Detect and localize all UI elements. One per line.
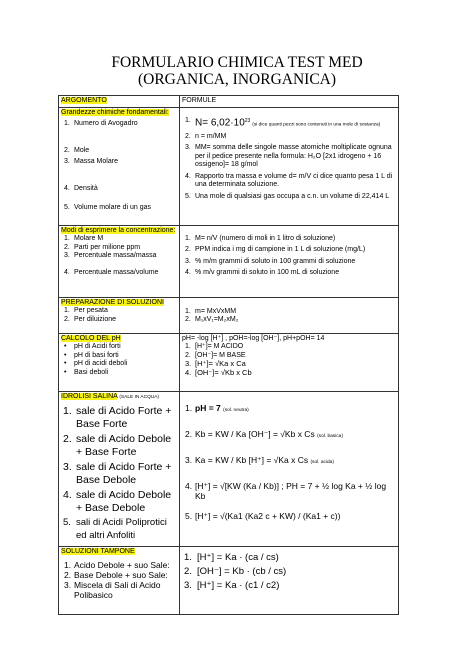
list-item: 1. Per pesata [64, 307, 108, 315]
sec3-title: PREPARAZIONE DI SOLUZIONI [61, 298, 164, 306]
list-item: 4. Percentuale massa/volume [64, 268, 159, 276]
list-item: 2. [OH⁻] = Kb · (cb / cs) [184, 566, 287, 578]
list-item: 2. sale di Acido Debole + Base Forte [63, 433, 172, 458]
list-item: 4. [H⁺] = √[KW (Ka / Kb)] ; PH = 7 + ½ log Ka + ½ log Kb [185, 480, 387, 501]
list-item: 3. MM= somma delle singole masse atomiche moltiplicate ognuna per il pedice presente nella formula: H₂O [2x1 idrogeno + 16 ossigeno]= 18 g/mol [185, 144, 392, 169]
list-item: • pH di acidi deboli [64, 360, 128, 368]
list-item: 3. [H⁺] = Ka · (c1 / c2) [184, 580, 280, 592]
sec5-topic: IDROLISI SALINA (SALE IN ACQUA) 1. sale di Acido Forte + Base Forte 2. sale di Acido Debole + Base Forte 3. sale di Acido Forte + Base Debole 4. sale di Acido Debole + Base Debole 5. sali di Acidi Poliprotici ed altri Anfoliti [59, 391, 180, 547]
sec2-formulas [180, 225, 399, 297]
list-item: • pH di basi forti [64, 351, 119, 359]
list-item: 1. m= MxVxMM [185, 307, 237, 315]
header-argomento: ARGOMENTO [59, 96, 180, 108]
list-item: 4. sale di Acido Debole + Base Debole [63, 489, 172, 514]
list-item: 1. Molare M [64, 235, 104, 243]
list-item: 3. Ka = KW / Kb [H⁺] = √Ka x Cs (sol. acida) [185, 454, 334, 465]
list-item: 3. sale di Acido Forte + Base Debole [63, 461, 172, 486]
sec2-title: Modi di esprimere la concentrazione: [61, 226, 176, 234]
page-title: FORMULARIO CHIMICA TEST MED [111, 54, 363, 71]
list-item: 4. % m/v grammi di soluto in 100 mL di soluzione [185, 269, 340, 277]
list-item: 1. Acido Debole + suo Sale: [64, 559, 170, 570]
list-item: 2. Base Debole + suo Sale: [64, 569, 168, 580]
ph-definition: pH= -log [H⁺] , pOH=-log [OH⁻], pH+pOH= 14 [182, 334, 325, 342]
sec6-title: SOLUZIONI TAMPONE [61, 548, 135, 556]
list-item: 1. M= n/V (numero di moli in 1 litro di soluzione) [185, 234, 336, 242]
list-item: 5. Una mole di qualsiasi gas occupa a c.n. un volume di 22,414 L [185, 193, 390, 201]
list-item: 3. Miscela di Sali di Acido Polibasico [64, 579, 161, 600]
header-formule: FORMULE [180, 96, 399, 108]
sec5-formulas [180, 391, 399, 547]
list-item: 3. [H⁺]= √Ka x Ca [185, 359, 246, 369]
list-item: 4. Rapporto tra massa e volume d= m/V ci dice quanto pesa 1 L di una determinata soluzione. [185, 172, 393, 189]
list-item: 5. Volume molare di un gas [64, 203, 152, 211]
sec4-formulas [180, 333, 399, 391]
sec3-topic [59, 297, 180, 333]
sec2-topic [59, 225, 180, 297]
list-item: 2. Mole [64, 146, 90, 154]
list-item: 2. Kb = KW / Ka [OH⁻] = √Kb x Cs (sol. basica) [185, 428, 343, 439]
sec4-title: CALCOLO DEL pH [61, 334, 121, 342]
list-item: 3. % m/m grammi di soluto in 100 grammi di soluzione [185, 257, 356, 265]
list-item: 1. sale di Acido Forte + Base Forte [63, 405, 172, 430]
sec6-formulas [180, 547, 399, 615]
list-item: 2. n = m/MM [185, 132, 227, 140]
list-item: 1. Numero di Avogadro [64, 120, 138, 128]
sec1-formulas [180, 107, 399, 225]
list-item: 4. Densità [64, 184, 98, 192]
list-item: 2. Parti per milione ppm [64, 243, 141, 251]
list-item: 2. Per diluizione [64, 315, 117, 323]
formula-table [58, 95, 399, 615]
sec3-formulas [180, 297, 399, 333]
list-item: • Basi deboli [64, 368, 109, 376]
sec5-title: IDROLISI SALINA [61, 392, 118, 400]
list-item: • pH di Acidi forti [64, 343, 121, 351]
page-subtitle: (ORGANICA, INORGANICA) [137, 71, 337, 88]
list-item: 1. [H⁺]= M ACIDO [185, 343, 244, 351]
sec1-topic [59, 107, 180, 225]
list-item: 1. pH = 7 (sol. neutra) [185, 402, 249, 413]
list-item: 1. [H⁺] = Ka · (ca / cs) [184, 552, 279, 564]
list-item: 1. $N= 6,02\cdot 10^{23}$ (si dice quanti pezzi sono contenuti in una mole di sostanza) [185, 116, 381, 128]
list-item: 5. [H⁺] = √(Ka1 (Ka2 c + KW) / (Ka1 + c)) [185, 510, 341, 521]
sec4-topic [59, 333, 180, 391]
list-item: 3. Massa Molare [64, 158, 118, 166]
list-item: 2. [OH⁻]= M BASE [185, 351, 246, 359]
sec6-topic [59, 547, 180, 615]
list-item: 3. Percentuale massa/massa [64, 252, 157, 260]
list-item: 5. sali di Acidi Poliprotici ed altri Anfoliti [63, 517, 167, 541]
list-item: 2. M₁xV₁=M₂xM₂ [185, 316, 239, 324]
sec1-title: Grandezze chimiche fondamentali: [61, 108, 169, 116]
list-item: 2. PPM indica i mg di campione in 1 L di soluzione (mg/L) [185, 246, 366, 254]
list-item: 4. [OH⁻]= √Kb x Cb [185, 367, 252, 377]
